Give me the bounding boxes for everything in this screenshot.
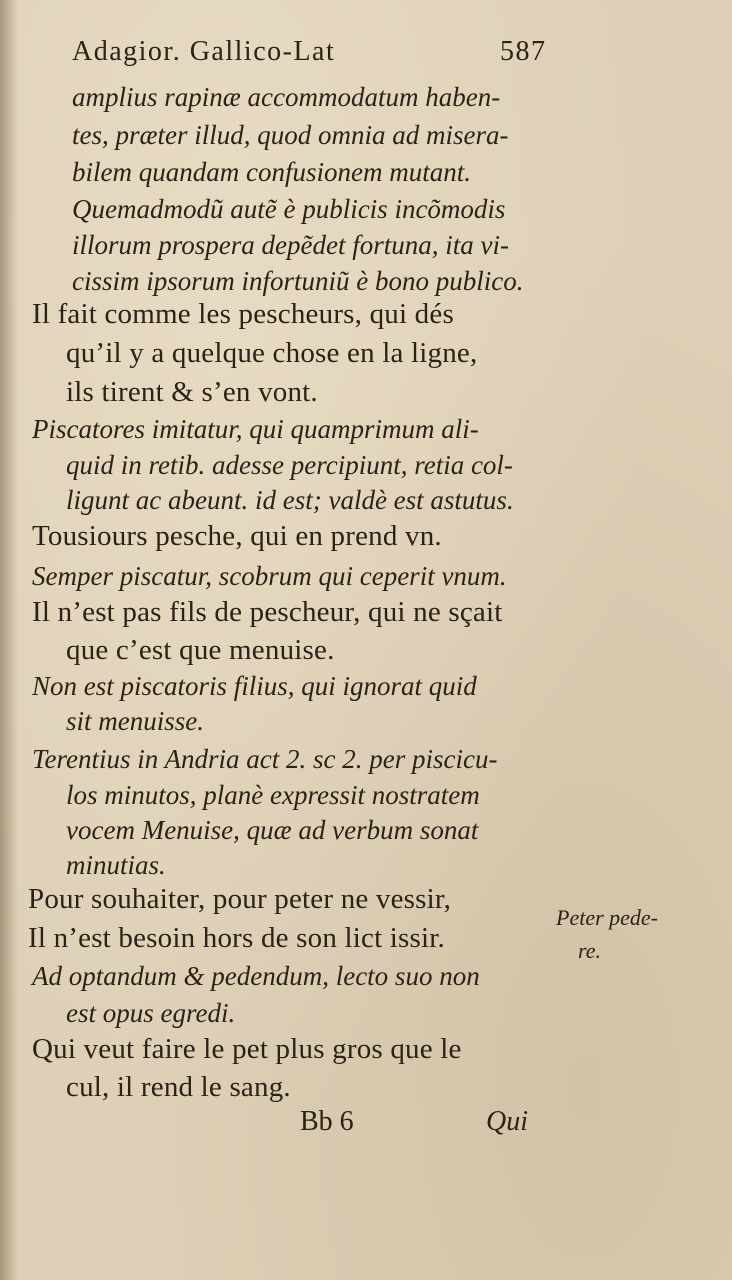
text-line: Terentius in Andria act 2. sc 2. per piscicu-: [32, 744, 498, 774]
running-title: Adagior. Gallico-Lat: [72, 36, 336, 67]
text-line: Tousiours pesche, qui en prend vn.: [32, 520, 442, 552]
text-line: Il n’est besoin hors de son lict issir.: [28, 922, 445, 954]
margin-note-line: Peter pede-: [556, 905, 658, 930]
text-line: Semper piscatur, scobrum qui ceperit vnum.: [32, 561, 507, 591]
text-line: est opus egredi.: [66, 998, 236, 1028]
catchword: Qui: [486, 1106, 528, 1137]
text-line: ligunt ac abeunt. id est; valdè est astutus.: [66, 485, 514, 515]
text-line: Pour souhaiter, pour peter ne vessir,: [28, 883, 452, 915]
text-line: los minutos, planè expressit nostratem: [66, 780, 480, 810]
text-line: Quemadmodũ autẽ è publicis incõmodis: [72, 194, 506, 224]
text-line: ils tirent & s’en vont.: [66, 376, 318, 408]
text-line: Ad optandum & pedendum, lecto suo non: [32, 961, 480, 991]
text-line: qu’il y a quelque chose en la ligne,: [66, 337, 478, 369]
text-line: Il n’est pas fils de pescheur, qui ne sçait: [32, 596, 503, 628]
text-line: cul, il rend le sang.: [66, 1071, 291, 1103]
text-line: sit menuisse.: [66, 706, 204, 736]
text-line: bilem quandam confusionem mutant.: [72, 157, 471, 187]
text-line: Piscatores imitatur, qui quamprimum ali-: [32, 414, 479, 444]
text-line: amplius rapinæ accommodatum haben-: [72, 82, 501, 112]
text-line: minutias.: [66, 850, 166, 880]
signature-mark: Bb 6: [300, 1106, 354, 1137]
text-line: Il fait comme les pescheurs, qui dés: [32, 298, 454, 330]
page-number: 587: [500, 36, 547, 67]
text-line: tes, præter illud, quod omnia ad misera-: [72, 120, 509, 150]
text-line: vocem Menuise, quæ ad verbum sonat: [66, 815, 479, 845]
text-line: que c’est que menuise.: [66, 634, 335, 666]
text-line: cissim ipsorum infortuniũ è bono publico.: [72, 266, 524, 296]
text-line: Qui veut faire le pet plus gros que le: [32, 1033, 462, 1065]
text-line: illorum prospera depẽdet fortuna, ita vi-: [72, 230, 509, 260]
margin-note-line: re.: [578, 938, 602, 963]
text-line: quid in retib. adesse percipiunt, retia col-: [66, 450, 513, 480]
text-line: Non est piscatoris filius, qui ignorat quid: [32, 671, 477, 701]
